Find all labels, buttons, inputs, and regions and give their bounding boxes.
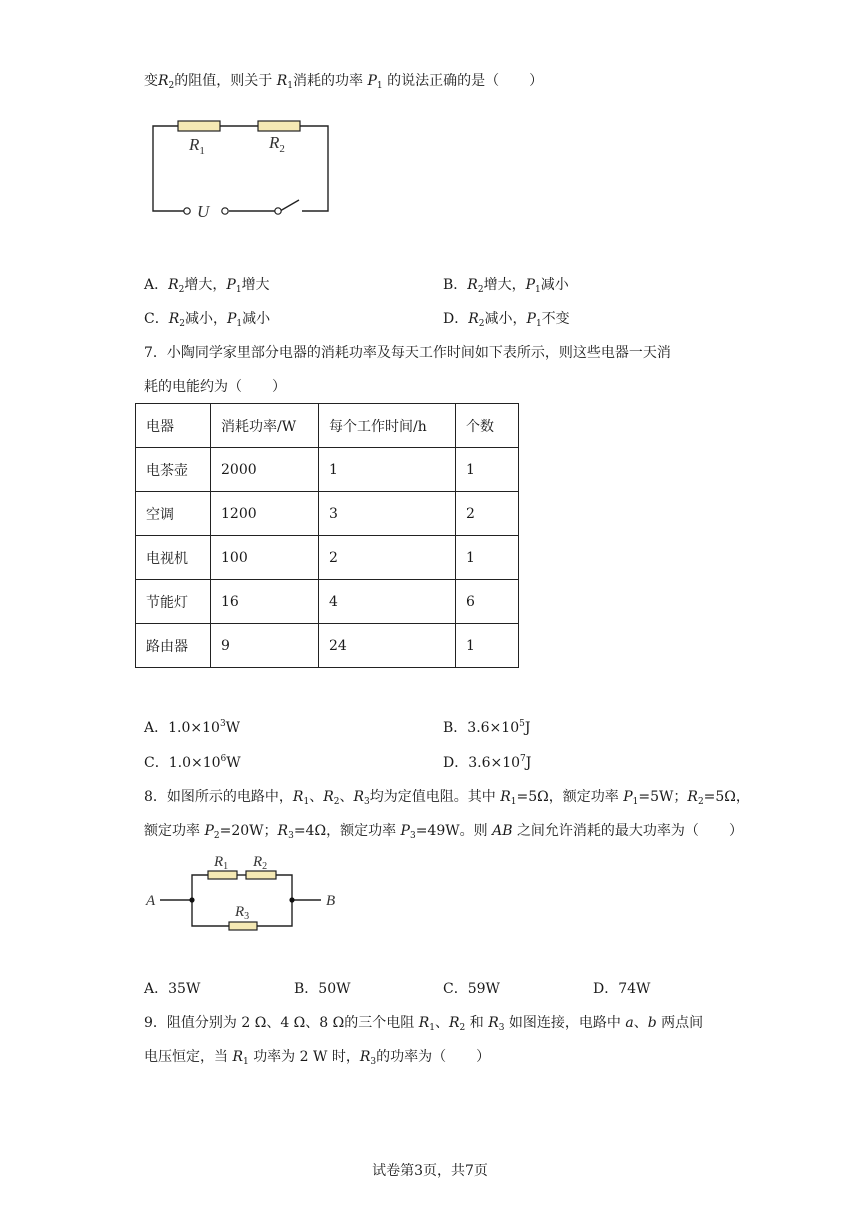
table-cell: 1200 [211, 492, 319, 536]
q6-circuit-wire-top [153, 126, 184, 211]
q7-option-d: D．$3.6\times 10^7J$ [443, 754, 532, 771]
q8-label-r3: $R_3$ [235, 904, 250, 922]
q8-label-r2: $R_2$ [253, 854, 268, 872]
q7-option-b: B．$3.6\times 10^5J$ [443, 719, 531, 736]
q6-resistor-r2 [258, 121, 300, 131]
q8-option-b: B．50W [294, 981, 351, 997]
table-cell: 3 [319, 492, 456, 536]
q8-resistor-r2 [246, 871, 276, 879]
q6-option-b: B．$R_2$增大，$P_1$减小 [443, 277, 569, 295]
table-cell: 电视机 [136, 536, 211, 580]
table-cell: 2 [456, 492, 519, 536]
q8-label-r1: $R_1$ [214, 854, 229, 872]
q6-resistor-r1 [178, 121, 220, 131]
table-cell: 6 [456, 580, 519, 624]
q8-junction-left [189, 897, 194, 902]
q8-junction-right [289, 897, 294, 902]
table-cell: 2 [319, 536, 456, 580]
table-cell: 2000 [211, 448, 319, 492]
table-cell: 16 [211, 580, 319, 624]
q8-label-b: B [326, 893, 336, 909]
table-cell: 1 [456, 448, 519, 492]
table-cell: 路由器 [136, 624, 211, 668]
q8-option-d: D．74W [593, 981, 651, 997]
q6-label-u: U [197, 202, 210, 221]
table-cell: 节能灯 [136, 580, 211, 624]
table-header-cell: 消耗功率/W [211, 404, 319, 448]
q9-stem-line2: 电压恒定，当 $R_1$ 功率为 2 W 时，$R_3$的功率为（ ） [144, 1049, 491, 1067]
q7-option-a: A．$1.0\times 10^3W$ [144, 719, 241, 736]
q8-stem-line2: 额定功率 $P_2=20W$；$R_3=4\Omega$，额定功率 $P_3=49W$。则 AB 之间允许消耗的最大功率为（ ） [144, 823, 743, 841]
q6-option-a: A．$R_2$增大，$P_1$增大 [144, 277, 270, 295]
q7-option-c: C．$1.0\times 10^6W$ [144, 754, 241, 771]
q8-option-a: A．35W [144, 981, 201, 997]
q6-switch-blade [280, 200, 299, 211]
table-row [136, 624, 519, 668]
q9-stem-line1: 9．阻值分别为 2 Ω、4 Ω、8 Ω的三个电阻 $R_1$、$R_2$ 和 $R_3$ 如图连接，电路中 a、b 两点间 [144, 1015, 704, 1033]
table-cell: 电茶壶 [136, 448, 211, 492]
table-cell: 9 [211, 624, 319, 668]
q6-option-c: C．$R_2$减小，$P_1$减小 [144, 311, 271, 329]
q8-resistor-r1 [208, 871, 237, 879]
table-header-row [136, 404, 519, 448]
q7-appliance-table [135, 403, 519, 668]
q6-label-r2: $R_2$ [269, 133, 285, 155]
q8-stem-line1: 8．如图所示的电路中，$R_1$、$R_2$、$R_3$均为定值电阻。其中 $R_1=5\Omega$，额定功率 $P_1=5W$；$R_2=5\Omega$， [144, 789, 750, 807]
page-footer: 试卷第3页，共7页 [372, 1163, 488, 1179]
q7-stem-line2: 耗的电能约为（ ） [144, 379, 286, 395]
q7-stem-line1: 7．小陶同学家里部分电器的消耗功率及每天工作时间如下表所示，则这些电器一天消 [144, 345, 671, 361]
table-cell: 1 [319, 448, 456, 492]
q6-terminal-left [184, 208, 190, 214]
q6-terminal-right [222, 208, 228, 214]
table-row [136, 448, 519, 492]
q6-label-r1: $R_1$ [189, 135, 205, 157]
table-header-cell: 电器 [136, 404, 211, 448]
table-row [136, 492, 519, 536]
q8-circuit-diagram [145, 848, 345, 938]
table-cell: 100 [211, 536, 319, 580]
q8-wire-right-branch [257, 875, 292, 926]
table-cell: 1 [456, 536, 519, 580]
table-cell: 1 [456, 624, 519, 668]
q6-circuit-wire-right [300, 126, 328, 211]
q8-resistor-r3 [229, 922, 257, 930]
table-row [136, 536, 519, 580]
q8-label-a: A [146, 893, 156, 909]
table-cell: 空调 [136, 492, 211, 536]
table-header-cell: 个数 [456, 404, 519, 448]
q6-circuit-diagram [145, 110, 345, 230]
q8-option-c: C．59W [443, 981, 500, 997]
q8-wire-left-branch-bottom [192, 900, 229, 926]
table-header-cell: 每个工作时间/h [319, 404, 456, 448]
table-cell: 24 [319, 624, 456, 668]
q6-stem: 变$R_2$的阻值，则关于 $R_1$消耗的功率 $P_1$ 的说法正确的是（ ） [144, 73, 544, 91]
table-row [136, 580, 519, 624]
q6-option-d: D．$R_2$减小，$P_1$不变 [443, 311, 570, 329]
q8-wire-left-branch [192, 875, 208, 900]
q6-switch-pivot [275, 208, 281, 214]
table-cell: 4 [319, 580, 456, 624]
